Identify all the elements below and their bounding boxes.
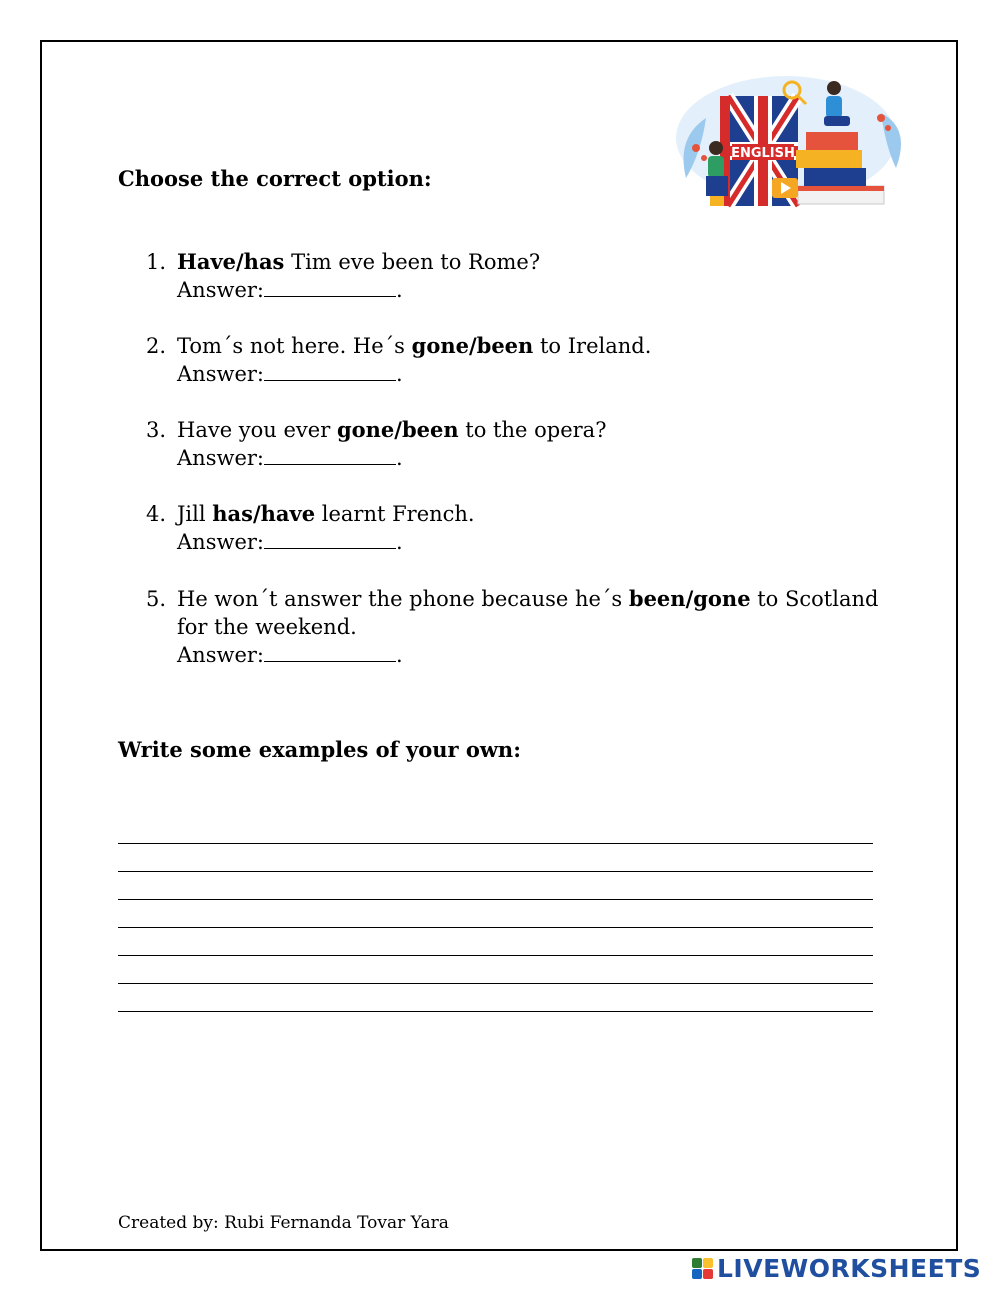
question-number: 5. xyxy=(146,587,167,611)
writing-line[interactable] xyxy=(118,871,873,872)
question-2 xyxy=(146,332,906,388)
option-choice[interactable]: been/gone xyxy=(628,586,751,611)
question-number: 2. xyxy=(146,334,167,358)
question-1 xyxy=(146,248,906,304)
answer-end: . xyxy=(395,530,403,554)
answer-label: Answer: xyxy=(177,530,264,554)
answer-end: . xyxy=(395,643,403,667)
answer-blank[interactable] xyxy=(264,278,396,297)
question-4 xyxy=(146,500,906,556)
answer-blank[interactable] xyxy=(264,530,396,549)
option-choice[interactable]: gone/been xyxy=(411,333,534,358)
answer-label: Answer: xyxy=(177,643,264,667)
liveworksheets-logo-icon xyxy=(692,1258,713,1279)
question-text-pre: Have you ever xyxy=(177,418,337,442)
answer-label: Answer: xyxy=(177,278,264,302)
person-left-icon xyxy=(709,141,723,155)
question-number: 4. xyxy=(146,502,167,526)
writing-line[interactable] xyxy=(118,1011,873,1012)
option-choice[interactable]: gone/been xyxy=(336,417,459,442)
writing-line[interactable] xyxy=(118,843,873,844)
question-text-post: learnt French. xyxy=(315,502,475,526)
question-text-pre: Tom´s not here. He´s xyxy=(177,334,412,358)
book-stack-4 xyxy=(806,132,858,150)
answer-blank[interactable] xyxy=(264,362,396,381)
english-books-illustration xyxy=(666,58,914,214)
question-number: 1. xyxy=(146,250,167,274)
instructions-heading: Choose the correct option: xyxy=(118,166,432,191)
answer-blank[interactable] xyxy=(264,643,396,662)
question-text-post: to Scotland for the weekend. xyxy=(177,587,879,639)
liveworksheets-brand xyxy=(692,1254,981,1283)
author-credit: Created by: Rubi Fernanda Tovar Yara xyxy=(118,1213,449,1233)
answer-end: . xyxy=(395,362,403,386)
answer-end: . xyxy=(395,446,403,470)
writing-line[interactable] xyxy=(118,983,873,984)
book-stack-3 xyxy=(796,150,862,168)
english-book-label: ENGLISH xyxy=(731,146,795,161)
question-text-pre: Jill xyxy=(177,502,213,526)
question-text-pre: He won´t answer the phone because he´s xyxy=(177,587,629,611)
option-choice[interactable]: has/have xyxy=(212,501,316,526)
question-3 xyxy=(146,416,906,472)
person-top-icon xyxy=(827,81,841,95)
answer-end: . xyxy=(395,278,403,302)
answer-label: Answer: xyxy=(177,362,264,386)
answer-blank[interactable] xyxy=(264,446,396,465)
writing-line[interactable] xyxy=(118,899,873,900)
examples-heading: Write some examples of your own: xyxy=(118,737,521,762)
question-5 xyxy=(146,585,906,669)
brand-name: LIVEWORKSHEETS xyxy=(717,1254,982,1283)
question-text-post: to Ireland. xyxy=(533,334,652,358)
book-stack-2 xyxy=(804,168,866,186)
writing-line[interactable] xyxy=(118,955,873,956)
writing-line[interactable] xyxy=(118,927,873,928)
answer-label: Answer: xyxy=(177,446,264,470)
question-text-post: Tim eve been to Rome? xyxy=(284,250,541,274)
option-choice[interactable]: Have/has xyxy=(177,249,285,274)
question-number: 3. xyxy=(146,418,167,442)
question-text-post: to the opera? xyxy=(458,418,607,442)
